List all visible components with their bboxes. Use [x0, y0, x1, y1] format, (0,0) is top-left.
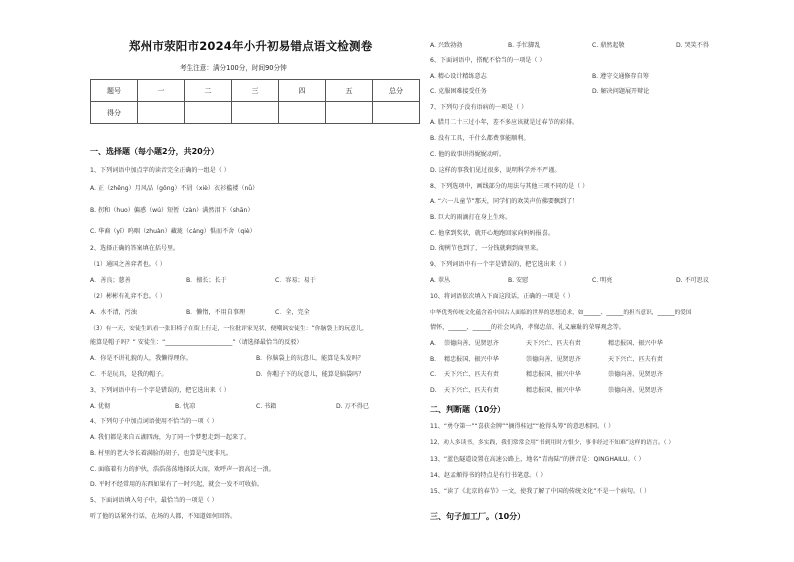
- question-8: 8、下列选项中，画线部分的用法与其他三项不同的是（ ）: [430, 183, 589, 190]
- q2-1-option-c: C．容易；易于: [275, 277, 316, 284]
- q7-option-c: C. 他的故事讲得娓娓动听。: [430, 151, 506, 158]
- q10-passage-line-1: 中华优秀传统文化蕴含着中国古人面临的世界的思想追求，如______、______的担当意识，______的爱国: [430, 310, 692, 316]
- question-15: 15、“读了《北京的春节》一文，使我了解了中国的传统文化”不是一个病句。（ ）: [430, 488, 651, 495]
- q10-option-a-part: 精忠报国、振兴中华: [608, 340, 663, 347]
- score-table-header: 三: [232, 80, 279, 102]
- q2-3-option-b: B．你脑袋上的玩意儿，能算是头发吗？: [256, 355, 364, 362]
- q8-option-d: D. 彻例节也到了，一分钱就剩到商里来。: [430, 245, 543, 252]
- q5-option-b: B. 手忙脚乱: [508, 42, 541, 49]
- question-1: 1、下列词语中加点字的读音完全正确的一组是（ ）: [90, 167, 230, 174]
- q5-text: 听了他的话紧外行话，在场的人都，不知道如何回答。: [90, 513, 237, 520]
- q3-option-c: C. 书籍: [256, 403, 277, 410]
- q10-option-c-letter: C.: [430, 371, 437, 378]
- score-table: [90, 79, 420, 124]
- q10-option-a-letter: A.: [430, 340, 436, 347]
- q10-option-b-letter: B.: [430, 356, 437, 363]
- q7-option-a: A. 腊月二十三过小年，差不多应该就是过春节的彩排。: [430, 119, 579, 126]
- q7-option-b: B. 没有工具，千什么都费事能顺利。: [430, 135, 530, 142]
- q10-option-c-part: 天下兴亡、匹夫有责: [444, 371, 499, 378]
- score-table-header: 题号: [91, 80, 138, 102]
- q2-3-option-a: A．你是不讲礼貌的人，我懒得理你。: [90, 355, 192, 362]
- question-10: 10、将词语依次填入下面这段话，正确的一项是（ ）: [430, 293, 574, 300]
- q1-option-c: C. 华裔（yī）呜咽（zhuàn）藏珑（cáng）惧而不舍（qiè）: [90, 228, 256, 235]
- q5-option-d: D. 哭笑不得: [676, 42, 709, 49]
- score-table-header: 二: [185, 80, 232, 102]
- score-cell[interactable]: [232, 102, 279, 124]
- q10-option-c-part: 精忠报国、振兴中华: [526, 371, 581, 378]
- q4-option-c: C. 面临着有力的护伙，浩浩荡荡地择沃大而，欢呼声一浪高过一浪。: [90, 466, 275, 473]
- q6-option-d: D. 解决问题展开辩论: [592, 88, 650, 95]
- q2-sub-2: （2）彬彬有礼弈不怠。（ ）: [90, 293, 166, 300]
- q10-option-b-part: 精忠报国、振兴中华: [444, 356, 499, 363]
- q9-option-c: C. 明亮: [592, 277, 613, 284]
- score-table-header-row: [91, 80, 420, 102]
- score-table-header: 四: [279, 80, 326, 102]
- score-cell[interactable]: [373, 102, 420, 124]
- q2-1-option-b: B．擅长；长于: [186, 277, 227, 284]
- q6-option-b: B. 遵守交通修存自筹: [592, 73, 649, 80]
- q8-option-a: A. “六一儿童节”那天，同学们的欢笑声仿佛要飘到了！: [430, 198, 579, 205]
- score-table-header: 总分: [373, 80, 420, 102]
- score-cell[interactable]: [185, 102, 232, 124]
- score-table-header: 五: [326, 80, 373, 102]
- q2-1-option-a: A．善良；慈善: [90, 277, 131, 284]
- q2-2-option-a: A．水不清，污浊: [90, 309, 137, 316]
- question-4: 4、下列句子中加点词语使用不恰当的一项（ ）: [90, 418, 218, 425]
- q4-option-d: D. 平时不经常用的东西如果有了一时兴起，就会一发不可收拾。: [90, 481, 264, 488]
- q2-3-option-d: D．你帽子下的玩意儿，能算是脑袋吗？: [256, 371, 365, 378]
- section1-heading: 一、选择题（每小题2分，共20分）: [90, 147, 219, 156]
- q8-option-c: C. 他拿到奖状，就开心地跑回家向妈妈报喜。: [430, 230, 554, 237]
- question-6: 6、下面词语中，搭配不恰当的一项是（ ）: [430, 57, 546, 64]
- q1-option-a: A. 正（zhēng）月风品（gōng）不屑（xiè）衣衫褴褛（nǚ）: [90, 185, 259, 192]
- q2-3-option-c: C．不是玩具，是我的帽子。: [90, 371, 168, 378]
- q2-sub-1: （1）通国之善弈者也。（ ）: [90, 261, 166, 268]
- q2-2-option-c: C．全，完全: [275, 309, 310, 316]
- q1-option-b: B. 拐和（huo）偏惑（wú）短暂（zàn）满然泪下（shān）: [90, 207, 254, 214]
- q10-option-d-part: 精忠报国、振兴中华: [526, 387, 581, 394]
- question-5: 5、下面词语填入句子中，最恰当的一项是（ ）: [90, 497, 218, 504]
- score-table-row: [91, 102, 420, 124]
- q3-option-d: D. 万不得已: [336, 403, 369, 410]
- score-cell[interactable]: [326, 102, 373, 124]
- q5-option-c: C. 鼎然起敬: [592, 42, 625, 49]
- question-13: 13、“蓝色隧道设置在高速公路上，地名“青海陆”的拼音是：QINGHAILU。（ ）: [430, 456, 645, 463]
- score-cell[interactable]: [279, 102, 326, 124]
- q9-option-d: D. 不可思议: [676, 277, 709, 284]
- section2-heading: 二、判断题（10分）: [430, 405, 506, 414]
- q10-option-a-part: 天下兴亡、匹夫有责: [526, 340, 581, 347]
- right-column: [420, 0, 794, 562]
- q10-option-d-part: 崇德向善、见贤思齐: [608, 387, 663, 394]
- section3-heading: 三、句子加工厂。（10分）: [430, 512, 526, 521]
- question-9: 9、下列词语中有一个字是错误的，把它选出来（ ）: [430, 261, 570, 268]
- q4-option-a: A. 我们都是来自五湖四海，为了同一个梦想走到一起来了。: [90, 434, 251, 441]
- q4-option-b: B. 村里的老大爷长着满脸的胡子，也算是气度非凡。: [90, 450, 233, 457]
- q2-sub-3-cont: 能算是帽子吗？” 安徒生：“______________________”（请选择最恰当的反驳）: [90, 339, 303, 346]
- q10-option-d-letter: D.: [430, 387, 437, 394]
- q6-option-a: A. 精心设计精练意志: [430, 73, 487, 80]
- q10-option-b-part: 天下兴亡、匹夫有责: [608, 356, 663, 363]
- question-12: 12、劝人多读书，多实践，我们常常会用“书到用时方恨少，事非经过不知难”这样的语言。（ ）: [430, 440, 675, 446]
- question-7: 7、下列句子没有语病的一项是（ ）: [430, 104, 528, 111]
- q5-option-a: A. 兴致勃勃: [430, 42, 463, 49]
- score-cell[interactable]: [138, 102, 185, 124]
- score-row-label: 得分: [91, 102, 138, 124]
- q10-option-d-part: 天下兴亡、匹夫有责: [444, 387, 499, 394]
- q7-option-d: D. 这样的事我们见过很多，说明科学并不严谨。: [430, 167, 561, 174]
- q9-option-a: A. 翠丛: [430, 277, 451, 284]
- q9-option-b: B. 安慰: [508, 277, 529, 284]
- question-11: 11、“勇夺第一”“喜获金牌”“摘得桂冠”“抢得头筹”的意思相同。（ ）: [430, 423, 615, 430]
- exam-note: 考生注意：满分100分，时间90分钟: [180, 64, 287, 72]
- page-title: 郑州市荥阳市2024年小升初易错点语文检测卷: [129, 39, 373, 53]
- q10-option-c-part: 崇德向善、见贤思齐: [608, 371, 663, 378]
- q3-option-a: A. 优彻: [90, 403, 111, 410]
- q2-sub-3: （3）有一天，安徒生趴看一张旧椅子在街上行走，一位批评家见状，便嘲讽安徒生：“你脑袋上的玩意儿，: [90, 326, 368, 332]
- question-14: 14、赵孟頫得书的特点是有行书笔意。（ ）: [430, 472, 547, 479]
- q10-passage-line-2: 情怀，______、______的社会风尚，孝悌忠信、礼义廉耻的荣辱观念等。: [430, 324, 625, 331]
- score-table-header: 一: [138, 80, 185, 102]
- q2-2-option-b: B．懒惰，不用自事理: [186, 309, 246, 316]
- question-3: 3、下列词语中有一个字是错误的，把它选出来（ ）: [90, 387, 230, 394]
- q8-option-b: B. 巨大的雨滴打在身上生疼。: [430, 214, 512, 221]
- question-2: 2、选择正确的答案填在括号里。: [90, 245, 180, 252]
- q10-option-a-part: 崇德向善、见贤思齐: [444, 340, 499, 347]
- q6-option-c: C. 克服困难接受任务: [430, 88, 487, 95]
- q10-option-b-part: 崇德向善、见贤思齐: [526, 356, 581, 363]
- q3-option-b: B. 忧凉: [175, 403, 196, 410]
